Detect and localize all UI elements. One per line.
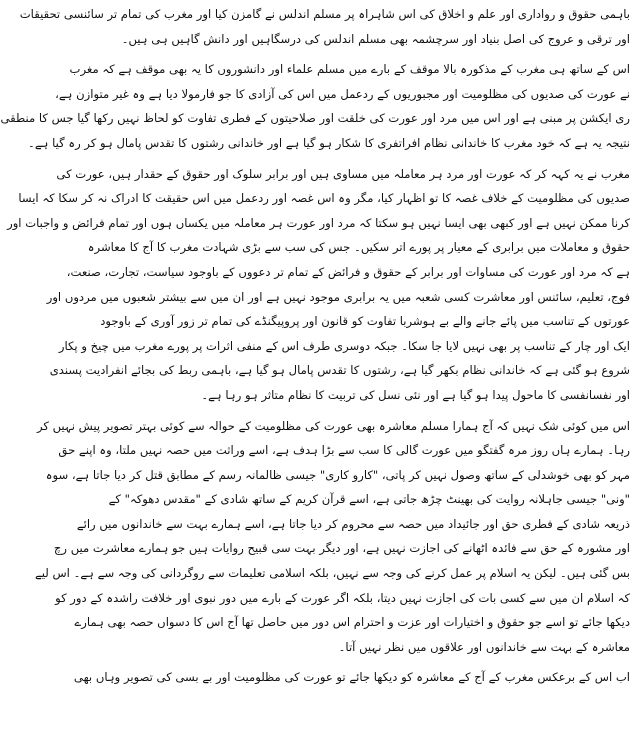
text-line: اس کے ساتھ ہی مغرب کے مذکورہ بالا موقف کے بارے میں مسلم علماء اور دانشوروں کا یہ بھی موقف ہے کہ مغرب [69, 62, 630, 77]
text-line: باہمی حقوق و رواداری اور علم و اخلاق کی اس شاہراہ پر مسلم اندلس نے گامزن کیا اور مغرب کی تمام تر سائنسی تحقیقات [19, 7, 630, 21]
text-line: ذریعہ شادی کے فطری حق اور جائیداد میں حصہ سے محروم کر دیا جاتا ہے، اسے ہمارے بہت سے خاندانوں میں رائے [76, 516, 630, 531]
text-line: صدیوں کی مظلومیت کے خلاف غصہ کا تو اظہار کیا، مگر وہ اس غصہ اور ردعمل میں اس حقیقت کا ادراک نہ کر سکا کہ ایسا [18, 191, 630, 206]
paragraph-2 [0, 57, 630, 155]
text-line: اور مشورہ کے حق سے فائدہ اٹھانے کی اجازت نہیں ہے، اور دیگر بہت سی قبیح روایات ہیں جو ہمارے معاشرت میں رچ [53, 541, 630, 556]
text-line: مہر کو بھی خوشدلی کے ساتھ وصول نہیں کر پاتی، "کارو کاری" جیسی ظالمانہ رسم کے مطابق قتل کر دیا جاتا ہے، سوہ [45, 467, 630, 482]
text-line: حقوق و معاملات میں برابری کے معیار پر پورے اتر سکیں۔ جس کی سب سے بڑی شہادت مغرب کا آج کا معاشرہ [87, 240, 630, 255]
text-line: شروع ہو گئی ہے کہ خاندانی نظام بکھر گیا ہے، رشتوں کا تقدس پامال ہو گیا ہے، باہمی ربط کی بجائے انفرادیت پسندی [49, 363, 630, 378]
paragraph-1 [19, 2, 630, 51]
paragraph-4 [35, 414, 630, 660]
text-line: فوج، تعلیم، سائنس اور معاشرت کسی شعبہ میں یہ برابری موجود نہیں ہے اور ان میں سے بیشتر شعبوں میں مردوں اور [46, 289, 630, 304]
text-line: کرنا ممکن نہیں ہے اور کبھی بھی ایسا نہیں ہو سکتا کہ مرد اور عورت ہر معاملہ میں یکساں ہوں اور تمام فرائض و واجبات اور [7, 215, 630, 230]
text-line: معاشرہ کے بہت سے خاندانوں اور علاقوں میں نظر نہیں آتا۔ [338, 639, 630, 654]
text-line: اس میں کوئی شک نہیں کہ آج ہمارا مسلم معاشرہ بھی عورت کی مظلومیت کے حوالہ سے کوئی بہتر تصویر پیش نہیں کر [36, 418, 630, 433]
text-line: اب اس کے برعکس مغرب کے آج کے معاشرہ کو دیکھا جائے تو عورت کی مظلومیت اور بے بسی کی تصویر وہاں بھی [73, 670, 630, 685]
text-line: "ونی" جیسی جاہلانہ روایت کی بھینٹ چڑھ جاتی ہے، اسے قرآن کریم کے ساتھ شادی کے "مقدس دھوکہ" کے [108, 492, 630, 507]
text-line: نتیجہ یہ ہے کہ خود مغرب کا خاندانی نظام افراتفری کا شکار ہو گیا ہے اور خاندانی رشتوں کا تقدس پامال ہو کر رہ گیا ہے۔ [28, 135, 630, 150]
text-line: عورتوں کے تناسب میں پائے جانے والے بے ہوشربا تفاوت کو قانون اور پروپیگنڈے کی تمام تر زور آوری کے باوجود [100, 314, 630, 329]
text-line: کہ اسلام ان میں سے کسی بات کی اجازت نہیں دیتا، بلکہ اگر عورت کے بارے میں دور نبوی اور خلافت راشدہ کے دور کو [55, 590, 630, 605]
text-line: ہے کہ مرد اور عورت کی مساوات اور برابر کے حقوق و فرائض کے تمام تر دعووں کے باوجود سیاست، تجارت، صنعت، [66, 264, 630, 279]
paragraph-3 [7, 162, 630, 408]
text-line: بس گئی ہیں۔ لیکن یہ اسلام پر عمل کرنے کی وجہ سے نہیں، بلکہ اسلامی تعلیمات سے روگردانی کی وجہ سے ہے۔ اس لیے [35, 566, 630, 581]
text-line: اور ترقی و عروج کی اصل بنیاد اور سرچشمہ بھی مسلم اندلس کی درسگاہیں اور دانش گاہیں ہی ہیں۔ [121, 31, 630, 46]
text-line: دیکھا جائے تو اسے جو حقوق و اختیارات اور عزت و احترام اس دور میں حاصل تھا آج اس کا دسواں حصہ بھی ہمارے [74, 615, 630, 630]
text-line: اور نفسانفسی کا ماحول پیدا ہو گیا ہے اور نئی نسل کی تربیت کا نظام متاثر ہو رہا ہے۔ [201, 387, 630, 402]
paragraph-5 [73, 665, 630, 690]
text-line: ری ایکشن پر مبنی ہے اور اس میں مرد اور عورت کی خلقت اور صلاحیتوں کے فطری تفاوت کو لحاظ نہیں رکھا گیا جس کا منطقی [0, 111, 630, 126]
text-line: مغرب نے یہ کہہ کر کہ عورت اور مرد ہر معاملہ میں مساوی ہیں اور برابر سلوک اور حقوق کے حقدار ہیں، عورت کی [56, 166, 630, 181]
text-line: نے عورت کی صدیوں کی مظلومیت اور مجبوریوں کے ردعمل میں اس کی آزادی کا جو فارمولا دیا ہے وہ غیر متوازن ہے، [55, 86, 630, 101]
text-line: ایک اور چار کے تناسب پر بھی نہیں لایا جا سکا۔ جبکہ دوسری طرف اس کے منفی اثرات پر پورے مغرب میں چیخ و پکار [58, 338, 630, 353]
text-line: رہا۔ ہمارے ہاں روز مرہ گفتگو میں عورت گالی کا سب سے بڑا ہدف ہے، اسے وراثت میں حصہ نہیں ملتا، وہ اپنے حق [58, 443, 630, 458]
